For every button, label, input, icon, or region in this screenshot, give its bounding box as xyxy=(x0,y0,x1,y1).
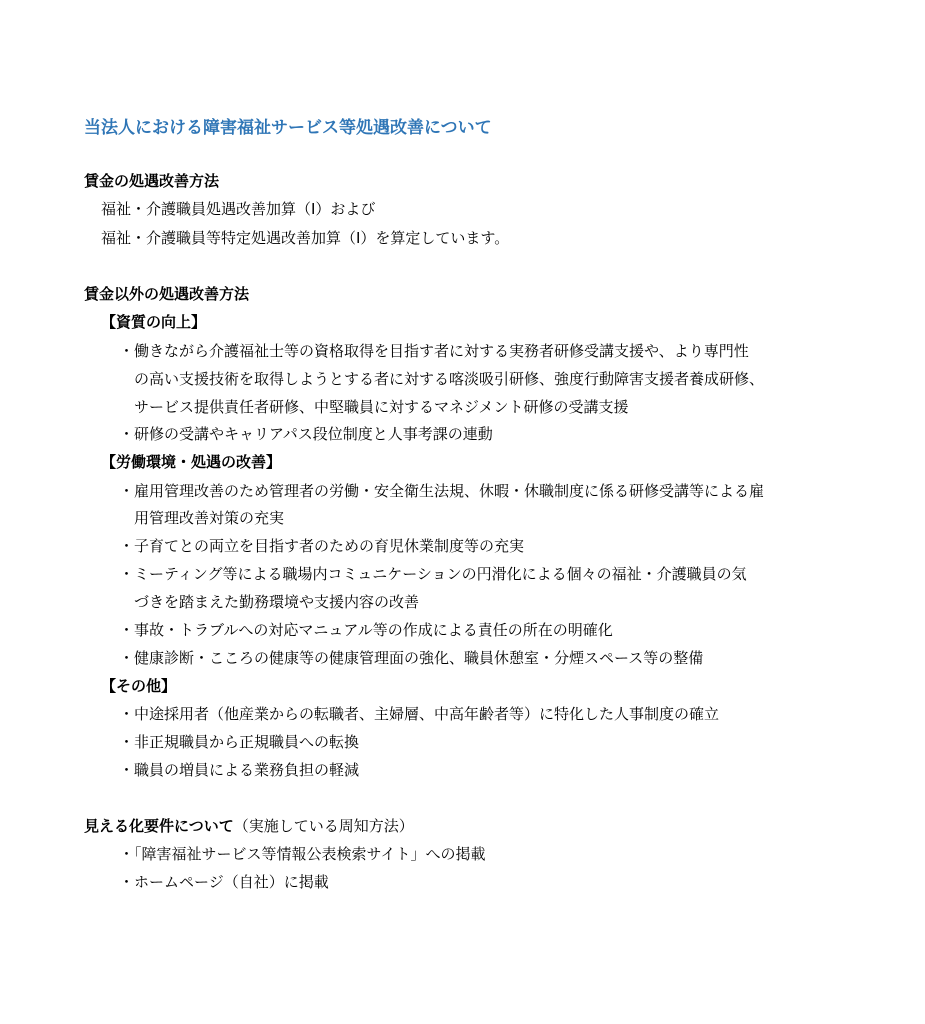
wage-line-1: 福祉・介護職員処遇改善加算（Ⅰ）および xyxy=(101,200,376,218)
visibility-heading: 見える化要件について xyxy=(84,817,234,835)
other-item-3: ・職員の増員による業務負担の軽減 xyxy=(119,761,360,779)
environment-heading: 【労働環境・処遇の改善】 xyxy=(101,453,282,471)
environment-item-1-line-2: 用管理改善対策の充実 xyxy=(134,509,285,527)
visibility-item-2: ・ホームページ（自社）に掲載 xyxy=(119,873,329,891)
other-heading: 【その他】 xyxy=(101,677,177,695)
visibility-heading-note: （実施している周知方法） xyxy=(233,817,414,835)
visibility-heading-row xyxy=(84,816,414,836)
other-item-2: ・非正規職員から正規職員への転換 xyxy=(119,733,360,751)
environment-item-3-line-1: ・ミーティング等による職場内コミュニケーションの円滑化による個々の福祉・介護職員の気 xyxy=(119,565,747,583)
wage-heading: 賃金の処遇改善方法 xyxy=(84,172,220,190)
quality-heading: 【資質の向上】 xyxy=(101,313,207,331)
quality-item-1-line-1: ・働きながら介護福祉士等の資格取得を目指す者に対する実務者研修受講支援や、より専門性 xyxy=(119,342,749,360)
document-title: 当法人における障害福祉サービス等処遇改善について xyxy=(84,118,492,138)
environment-item-2: ・子育てとの両立を目指す者のための育児休業制度等の充実 xyxy=(119,537,525,555)
wage-line-2: 福祉・介護職員等特定処遇改善加算（Ⅰ）を算定しています。 xyxy=(101,229,510,247)
quality-item-1-line-2: の高い支援技術を取得しようとする者に対する喀淡吸引研修、強度行動障害支援者養成研修、 xyxy=(134,370,765,388)
quality-item-2: ・研修の受講やキャリアパス段位制度と人事考課の連動 xyxy=(119,425,493,443)
quality-item-1-line-3: サービス提供責任者研修、中堅職員に対するマネジメント研修の受講支援 xyxy=(134,398,629,416)
environment-item-4: ・事故・トラブルへの対応マニュアル等の作成による責任の所在の明確化 xyxy=(119,621,613,639)
environment-item-5: ・健康診断・こころの健康等の健康管理面の強化、職員休憩室・分煙スペース等の整備 xyxy=(119,649,704,667)
environment-item-3-line-2: づきを踏まえた勤務環境や支援内容の改善 xyxy=(134,593,420,611)
visibility-item-1: ・「障害福祉サービス等情報公表検索サイト」への掲載 xyxy=(119,845,486,863)
nonwage-heading: 賃金以外の処遇改善方法 xyxy=(84,285,250,303)
environment-item-1-line-1: ・雇用管理改善のため管理者の労働・安全衛生法規、休暇・休職制度に係る研修受講等による雇 xyxy=(119,482,765,500)
other-item-1: ・中途採用者（他産業からの転職者、主婦層、中高年齢者等）に特化した人事制度の確立 xyxy=(119,705,720,723)
